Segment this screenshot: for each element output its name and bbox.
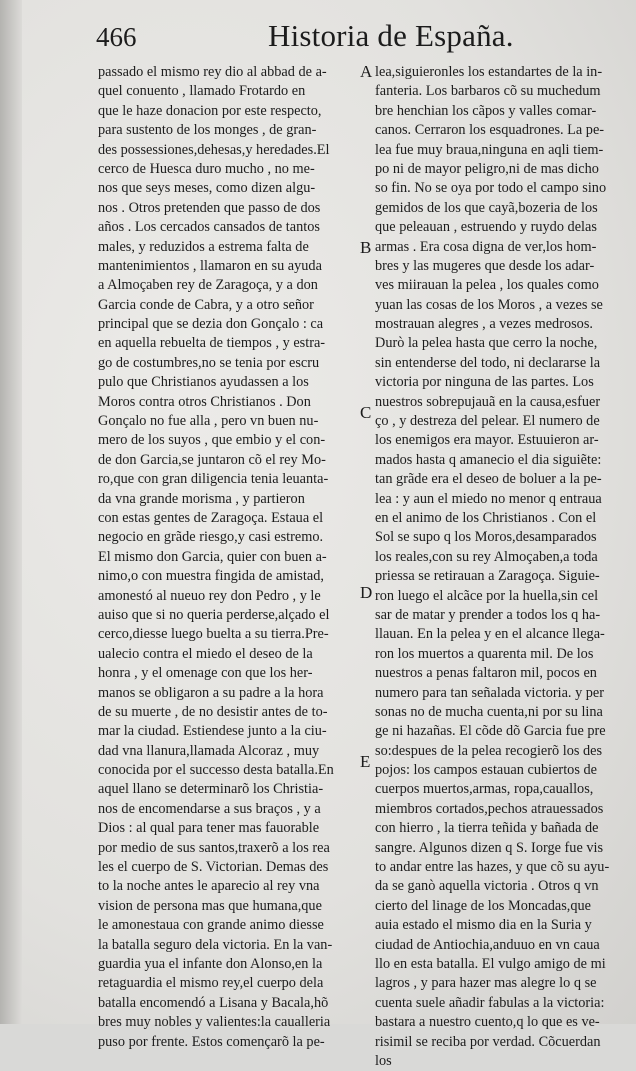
text-line: males, y reduzidos a estrema falta de [98,238,309,255]
text-line: retaguardia el mismo rey,el cuerpo dela [98,975,324,992]
text-line: gemidos de los que cayã,bozeria de los [375,199,598,216]
text-line: que peleauan , estruendo y ruydo delas [375,219,597,236]
text-line: ro,que con gran diligencia tenia leuanta- [98,471,329,488]
text-line: sangre. Algunos dizen q S. Iorge fue vis [375,839,604,856]
text-line: mero de los suyos , que embio y el con- [98,432,326,449]
running-title: Historia de España. [268,18,514,53]
margin-marker: D [360,583,373,602]
text-line: auia estado el mismo dia en la Suria y [375,917,592,934]
text-line: bres y las mugeres que desde los adar- [375,257,595,274]
text-line: ço , y destreza del pelear. El numero de [375,413,600,430]
text-line: bre henchian los cãpos y valles comar- [375,102,597,119]
text-line: fanteria. Los barbaros cõ su muchedum [375,83,601,100]
text-line: bres muy nobles y valientes:la caualleria [98,1014,331,1031]
text-line: quel conuento , llamado Frotardo en [98,83,306,100]
text-line: llauan. En la pelea y en el alcance llega- [375,626,605,643]
text-line: principal que se dezia don Gonçalo : ca [98,316,324,333]
text-line: mados hasta q amanecio el dia siguiẽte: [375,451,602,468]
text-line: risimil se reciba por verdad. Cõcuerdan [375,1033,601,1050]
text-line: puso por frente. Estos començarõ la pe- [98,1033,325,1050]
text-line: vision de persona mas que humana,que [98,897,322,914]
text-line: honra , y el omenage con que los her- [98,665,313,682]
text-line: a Almoçaben rey de Zaragoça, y a don [98,277,318,294]
text-line: de don Garcia,se juntaron cõ el rey Mo- [98,451,326,468]
text-line: cerco de Huesca duro mucho , no me- [98,160,315,177]
text-line: negocio en grãde riesgo,y casi estremo. [98,529,324,546]
page-number: 466 [96,22,137,52]
text-line: mantenimientos , llamaron en su ayuda [98,257,322,274]
text-line: de su muerte , de no desistir antes de to- [98,703,328,720]
text-line: victoria por ninguna de las partes. Los [375,374,594,391]
text-line: lea,siguieronles los estandartes de la in- [375,64,603,80]
text-line: nos que seys meses, como dizen algu- [98,180,316,197]
text-line: Garcia conde de Cabra, y a otro señor [98,296,314,313]
text-line: bastara a nuestro cuento,q lo que es ve- [375,1014,600,1031]
text-line: años . Los cercados cansados de tantos [98,219,320,236]
text-line: Sol se supo q los Moros,desamparados [375,529,597,546]
text-line: El mismo don Garcia, quier con buen a- [98,548,327,565]
text-line: ves miirauan la pelea , los quales como [375,277,599,294]
text-line: Gonçalo no fue alla , pero vn buen nu- [98,413,319,430]
text-line: so fin. No se oya por todo el campo sino [375,180,607,197]
text-line: tan grãde era el deseo de boluer a la pe- [375,471,602,488]
margin-marker: B [360,238,372,257]
text-line: guardia yua el infante don Alonso,en la [98,955,323,972]
text-line: conocida por el successo desta batalla.En [98,762,334,779]
text-line: ciudad de Antiochia,anduuo en vn caua [375,936,600,953]
text-line: cuenta suele añadir fabulas a la victoria: [375,994,605,1011]
text-line: so:despues de la pelea recogierõ los des [375,742,603,759]
text-line: po ni de mayor peligro,ni de mas dicho [375,160,599,177]
text-line: pulo que Christianos ayudassen a los [98,374,309,391]
text-line: ron los muertos a quarenta mil. De los [375,645,594,662]
text-line: cierto del linage de los Moncadas,que [375,897,591,914]
text-line: sonas no de mucha cuenta,ni por su lina [375,703,603,720]
text-line: dad vna llanura,llamada Alcoraz , muy [98,742,320,759]
text-line: lagros , y para hazer mas alegre lo q se [375,975,597,992]
text-line: que le haze donacion por este respecto, [98,102,322,119]
text-line: to la noche antes le aparecio al rey vna [98,878,320,895]
left-text-column [98,63,360,1052]
text-line: los [375,1052,392,1069]
text-line: lea fue muy braua,ninguna en aqli tiem- [375,141,604,158]
text-line: auiso que si no queria perderse,alçado el [98,606,330,623]
right-text-column [375,63,625,1071]
text-line: mostrauan alegres , a vezes medrosos. [375,316,593,333]
text-line: armas . Era cosa digna de ver,los hom- [375,238,597,255]
text-line: los enemigos era mayor. Estuuieron ar- [375,432,599,449]
text-line: en aquella rebuelta de tiempos , y estra- [98,335,326,352]
text-line: sin entenderse del todo, ni declararse la [375,354,601,371]
text-line: passado el mismo rey dio al abbad de a- [98,64,327,80]
margin-marker: E [360,752,371,771]
text-line: to andar entre las hazes, y que cõ su ayu- [375,859,610,876]
text-line: da vna grande morisma , y partieron [98,490,305,507]
text-line: Moros contra otros Christianos . Don [98,393,311,410]
text-line: nuestros a penas faltaron mil, pocos en [375,665,597,682]
text-line: cuerpos muertos,armas, ropa,cauallos, [375,781,594,798]
text-line: por medio de sus santos,traxerõ a los rea [98,839,330,856]
text-line: go de costumbres,no se tenia por escru [98,354,320,371]
text-line: aquel llano se determinarõ los Christia- [98,781,324,798]
margin-marker: C [360,403,372,422]
text-line: sar de matar y prender a todos los q ha- [375,606,601,623]
text-line: canos. Cerraron los esquadrones. La pe- [375,122,605,139]
text-line: manos se obligaron a su padre a la hora [98,684,324,701]
text-line: los reales,con su rey Almoçaben,a toda [375,548,598,565]
text-line: amonestó al nueuo rey don Pedro , y le [98,587,321,604]
text-line: yuan las cosas de los Moros , a vezes se [375,296,603,313]
text-line: ge ni hazañas. El cõde dõ Garcia fue pre [375,723,606,740]
text-line: batalla encomendó a Lisana y Bacala,hõ [98,994,329,1011]
text-line: Durò la pelea hasta que cerro la noche, [375,335,598,352]
text-line: miembros cortados,pechos atrauessados [375,800,604,817]
text-line: priessa se retirauan a Zaragoça. Siguie- [375,568,600,585]
text-line: pojos: los campos estauan cubiertos de [375,762,597,779]
text-line: llo en esta batalla. El vulgo amigo de mi [375,955,606,972]
page-header [96,16,616,56]
text-line: nos . Otros pretenden que passo de dos [98,199,321,216]
text-line: cerco,diesse luego buelta a su tierra.Pre- [98,626,329,643]
text-line: les el cuerpo de S. Victorian. Demas des [98,859,329,876]
text-line: con estas gentes de Zaragoça. Estaua el [98,509,324,526]
text-line: en el animo de los Christianos . Con el [375,509,597,526]
text-line: la batalla seguro dela victoria. En la van- [98,936,333,953]
text-line: para sustento de los monges , de gran- [98,122,317,139]
text-line: con hierro , la tierra teñida y bañada de [375,820,599,837]
text-line: numero para tan señalada victoria. y per [375,684,605,701]
text-line: le amonestaua con grande animo diesse [98,917,324,934]
text-line: da se ganò aquella victoria . Otros q vn [375,878,599,895]
text-line: des possessiones,dehesas,y heredades.El [98,141,330,158]
text-line: lea : y aun el miedo no menor q entraua [375,490,602,507]
text-line: ualecio contra el miedo el deseo de la [98,645,313,662]
text-line: ron luego el alcãce por la huella,sin cel [375,587,599,604]
text-line: mar la ciudad. Estiendese junto a la ciu- [98,723,327,740]
text-line: Dios : al qual para tener mas fauorable [98,820,320,837]
margin-marker: A [360,62,373,81]
text-line: nimo,o con muestra fingida de amistad, [98,568,324,585]
text-line: nos de encomendarse a sus braços , y a [98,800,321,817]
text-line: nuestros sobrepujauã en la causa,esfuer [375,393,601,410]
